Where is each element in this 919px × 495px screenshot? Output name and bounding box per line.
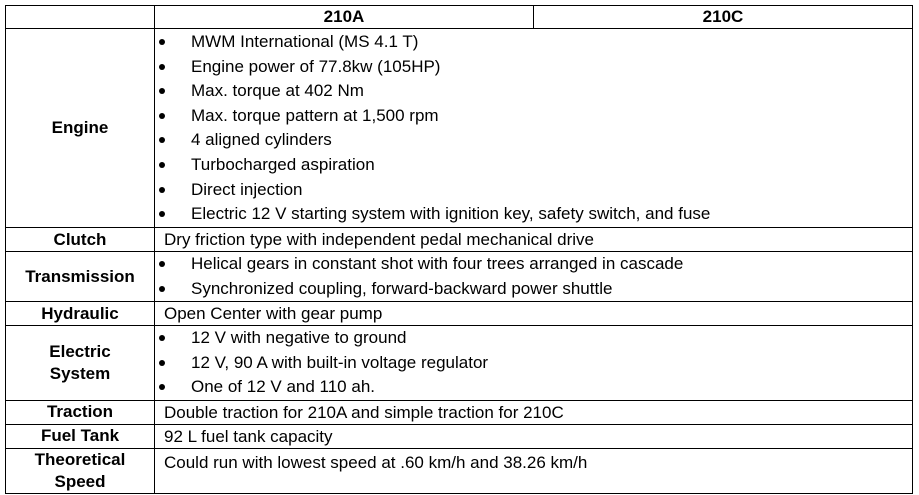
list-item-text: Direct injection <box>191 179 303 199</box>
list-item <box>155 79 912 104</box>
list-item <box>155 252 912 277</box>
list-item <box>155 104 912 129</box>
hydraulic-label: Hydraulic <box>6 302 155 326</box>
row-fuel-tank <box>6 424 913 448</box>
traction-value <box>155 400 913 424</box>
transmission-label: Transmission <box>6 252 155 302</box>
list-item-text: 12 V with negative to ground <box>191 328 407 348</box>
header-row <box>6 6 913 29</box>
bullet-icon <box>159 187 165 193</box>
bullet-icon <box>159 211 165 217</box>
speed-value-text: Could run with lowest speed at .60 km/h and 38.26 km/h <box>164 452 588 472</box>
transmission-list <box>155 252 912 301</box>
list-item-text: MWM International (MS 4.1 T) <box>191 32 419 51</box>
list-item-text: Max. torque pattern at 1,500 rpm <box>191 105 439 125</box>
list-item-text: Max. torque at 402 Nm <box>191 81 364 101</box>
row-hydraulic <box>6 302 913 326</box>
list-item-text: Engine power of 77.8kw (105HP) <box>191 56 441 76</box>
electric-values <box>155 326 913 401</box>
fuel-tank-value-text: 92 L fuel tank capacity <box>164 426 333 446</box>
list-item <box>155 326 912 351</box>
bullet-icon <box>159 162 165 168</box>
list-item <box>155 202 912 227</box>
bullet-icon <box>159 137 165 143</box>
list-item <box>155 55 912 80</box>
engine-values <box>155 29 913 228</box>
bullet-icon <box>159 64 165 70</box>
list-item-text: Helical gears in constant shot with four trees arranged in cascade <box>191 254 684 273</box>
hydraulic-value <box>155 302 913 326</box>
list-item-text: One of 12 V and 110 ah. <box>191 377 375 397</box>
row-electric <box>6 326 913 401</box>
header-empty-cell <box>6 6 155 29</box>
row-theoretical-speed <box>6 448 913 493</box>
clutch-value <box>155 228 913 252</box>
hydraulic-value-text: Open Center with gear pump <box>164 304 383 324</box>
electric-label <box>6 326 155 401</box>
bullet-icon <box>159 88 165 94</box>
list-item-text: Electric 12 V starting system with ignition key, safety switch, and fuse <box>191 204 711 224</box>
list-item <box>155 277 912 302</box>
bullet-icon <box>159 286 165 292</box>
clutch-value-text: Dry friction type with independent pedal mechanical drive <box>164 230 594 249</box>
list-item <box>155 30 912 55</box>
speed-label-line2: Speed <box>54 471 106 491</box>
clutch-label: Clutch <box>6 228 155 252</box>
bullet-icon <box>159 335 165 341</box>
fuel-tank-label: Fuel Tank <box>6 424 155 448</box>
list-item <box>155 128 912 153</box>
bullet-icon <box>159 39 165 45</box>
list-item <box>155 178 912 203</box>
spec-table <box>5 5 913 494</box>
electric-label-line2: System <box>49 364 111 384</box>
header-210c: 210C <box>534 6 913 29</box>
transmission-values <box>155 252 913 302</box>
fuel-tank-value <box>155 424 913 448</box>
row-traction <box>6 400 913 424</box>
speed-label <box>6 448 155 493</box>
bullet-icon <box>159 384 165 390</box>
electric-list <box>155 326 912 400</box>
engine-list <box>155 30 912 227</box>
list-item <box>155 351 912 376</box>
list-item <box>155 375 912 400</box>
bullet-icon <box>159 113 165 119</box>
bullet-icon <box>159 261 165 267</box>
list-item-text: Synchronized coupling, forward-backward power shuttle <box>191 278 613 298</box>
electric-label-line1: Electric <box>49 342 111 362</box>
header-210a: 210A <box>155 6 534 29</box>
speed-label-line1: Theoretical <box>34 449 126 469</box>
row-clutch <box>6 228 913 252</box>
row-transmission <box>6 252 913 302</box>
engine-label: Engine <box>6 29 155 228</box>
row-engine <box>6 29 913 228</box>
traction-value-text: Double traction for 210A and simple traction for 210C <box>164 402 564 422</box>
list-item <box>155 153 912 178</box>
traction-label: Traction <box>6 400 155 424</box>
bullet-icon <box>159 360 165 366</box>
list-item-text: 12 V, 90 A with built-in voltage regulator <box>191 352 489 372</box>
list-item-text: 4 aligned cylinders <box>191 130 332 150</box>
speed-value <box>155 448 913 493</box>
list-item-text: Turbocharged aspiration <box>191 154 375 174</box>
